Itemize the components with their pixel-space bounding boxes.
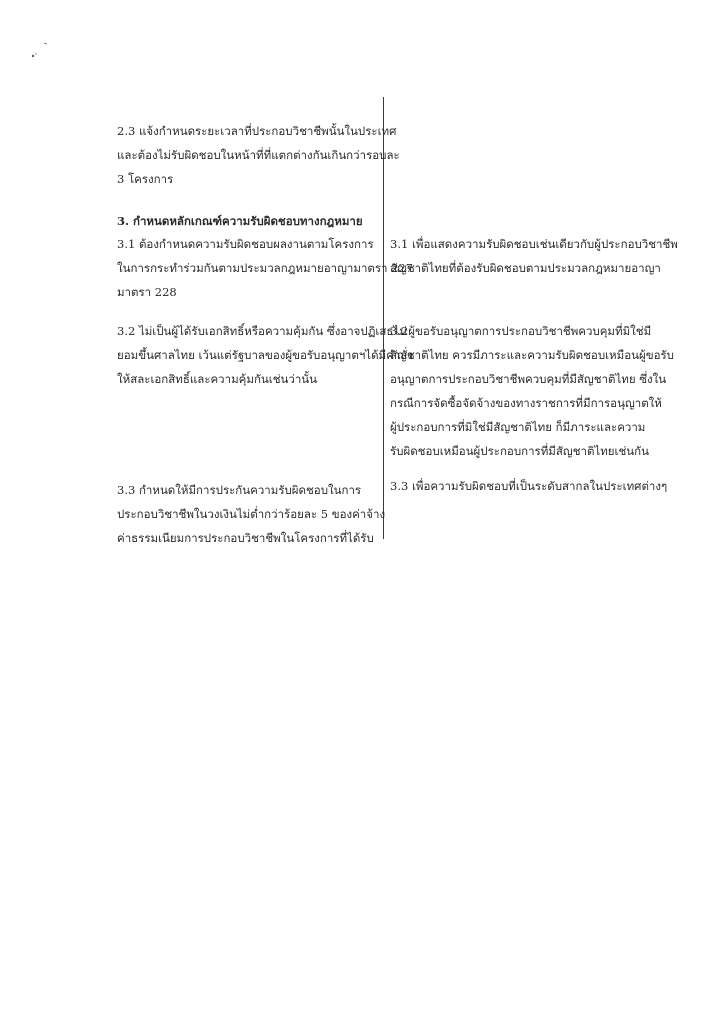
- text-line: รับผิดชอบเหมือนผู้ประกอบการที่มีสัญชาติไทยเช่นกัน: [390, 444, 649, 458]
- text-line: มาตรา 228: [117, 285, 177, 299]
- left-item-3-2: [117, 319, 413, 391]
- text-line: อนุญาตการประกอบวิชาชีพควบคุมที่มีสัญชาติไทย ซึ่งใน: [390, 372, 667, 386]
- text-line: สัญชาติไทยที่ต้องรับผิดชอบตามประมวลกฎหมายอาญา: [390, 261, 661, 275]
- heading-text: 3. กำหนดหลักเกณฑ์ความรับผิดชอบทางกฎหมาย: [117, 214, 363, 228]
- text-line: ยอมขึ้นศาลไทย เว้นแต่รัฐบาลของผู้ขอรับอนุญาตฯได้มีคำสั่ง: [117, 348, 413, 362]
- text-line: ประกอบวิชาชีพในวงเงินไม่ต่ำกว่าร้อยละ 5 ของค่าจ้าง: [117, 507, 386, 521]
- text-line: 2.3 แจ้งกำหนดระยะเวลาที่ประกอบวิชาชีพนั้นในประเทศ: [117, 124, 397, 138]
- text-line: 3.2ผู้ขอรับอนุญาตการประกอบวิชาชีพควบคุมที่มิใช่มี: [390, 324, 652, 338]
- scan-mark-icon: [28, 40, 52, 60]
- right-item-3-3: [390, 474, 667, 498]
- text-line: ผู้ประกอบการที่มิใช่มีสัญชาติไทย ก็มีภาระและความ: [390, 420, 646, 434]
- text-line: ให้สละเอกสิทธิ์และความคุ้มกันเช่นว่านั้น: [117, 372, 318, 386]
- left-item-2-3: [117, 119, 400, 191]
- text-line: ค่าธรรมเนียมการประกอบวิชาชีพในโครงการที่ได้รับ: [117, 531, 374, 545]
- text-line: 3.3 กำหนดให้มีการประกันความรับผิดชอบในการ: [117, 483, 362, 497]
- text-line: 3 โครงการ: [117, 172, 174, 186]
- text-line: 3.3 เพื่อความรับผิดชอบที่เป็นระดับสากลในประเทศต่างๆ: [390, 479, 668, 493]
- right-item-3-2: [390, 319, 674, 463]
- left-item-3-3: [117, 478, 385, 550]
- text-line: สัญชาติไทย ควรมีภาระและความรับผิดชอบเหมือนผู้ขอรับ: [390, 348, 674, 362]
- text-line: และต้องไม่รับผิดชอบในหน้าที่ที่แตกต่างกันเกินกว่ารอบละ: [117, 148, 400, 162]
- text-line: 3.2 ไม่เป็นผู้ได้รับเอกสิทธิ์หรือความคุ้มกัน ซึ่งอาจปฏิเสธไม่: [117, 324, 407, 338]
- right-item-3-1: [390, 232, 678, 280]
- text-line: 3.1 เพื่อแสดงความรับผิดชอบเช่นเดียวกับผู้ประกอบวิชาชีพ: [390, 237, 678, 251]
- text-line: กรณีการจัดซื้อจัดจ้างของทางราชการที่มีการอนุญาตให้: [390, 396, 662, 410]
- text-line: 3.1 ต้องกำหนดความรับผิดชอบผลงานตามโครงการ: [117, 237, 374, 251]
- left-item-3-1: [117, 232, 413, 304]
- section-3-heading: [117, 209, 363, 233]
- text-line: ในการกระทำร่วมกันตามประมวลกฎหมายอาญามาตรา 227: [117, 261, 414, 275]
